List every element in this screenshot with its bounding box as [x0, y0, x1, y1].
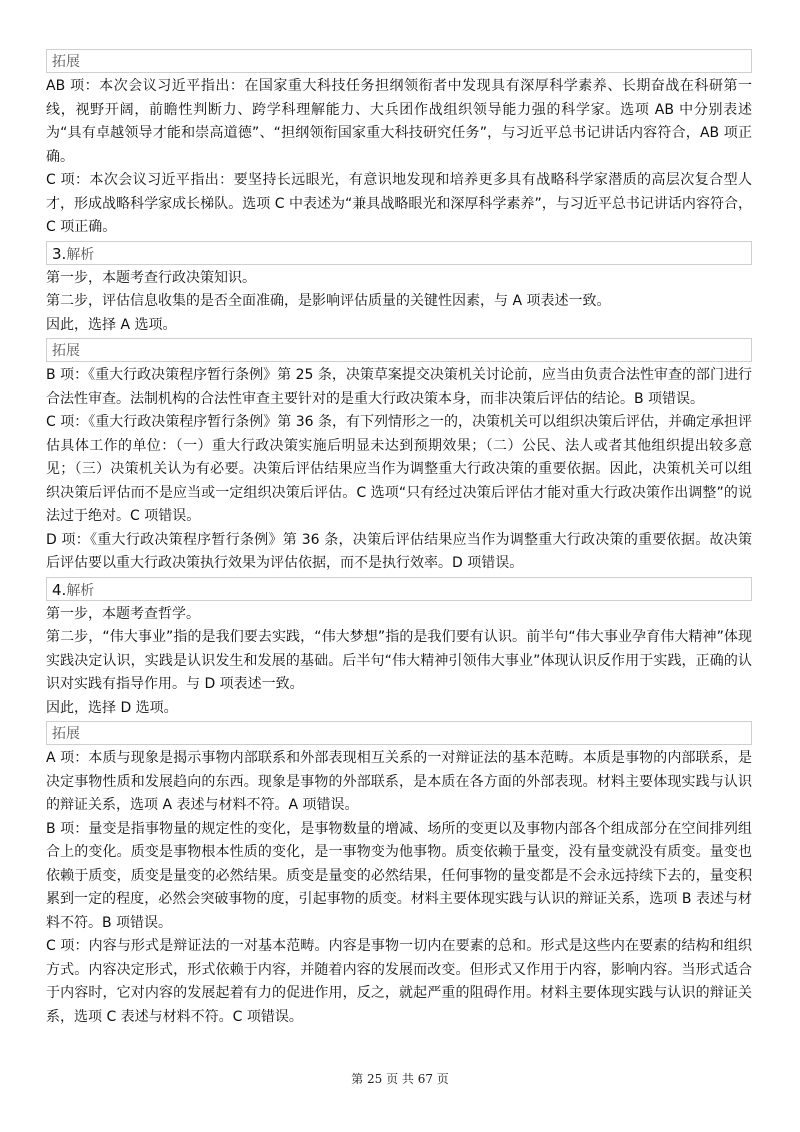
page-content: [46, 48, 752, 1029]
step-one-text: 第一步，本题考查哲学。: [46, 605, 200, 622]
header-label: 拓展: [52, 343, 80, 359]
answer-text: 因此，选择 D 选项。: [46, 699, 178, 716]
page-footer: 第 25 页 共 67 页: [351, 1072, 449, 1086]
section-header-q4-analysis: [46, 577, 752, 601]
option-c-text: C 项：《重大行政决策程序暂行条例》第 36 条，有下列情形之一的，决策机关可以组织决策后评估，并确定承担评估具体工作的单位：（一）重大行政决策实施后明显未达到预期效果；（二）公民、法人或者其他组织提出较多意见；（三）决策机关认为有必要。决策后评估结果应当作为调整重大行政决策的重要依据。因此，决策机关可以组织决策后评估而不是应当或一定组织决策后评估。C 选项“只有经过决策后评估才能对重大行政决策作出调整”的说法过于绝对。C 项错误。: [46, 414, 752, 524]
option-c-text: C 项：本次会议习近平指出：要坚持长远眼光，有意识地发现和培养更多具有战略科学家潜质的高层次复合型人才，形成战略科学家成长梯队。选项 C 中表述为“兼具战略眼光和深厚科学素养”，与习近平总书记讲话内容符合，C 项正确。: [46, 172, 752, 235]
section-header-expand: [46, 721, 752, 745]
header-label: 解析: [66, 246, 95, 263]
answer-text: 因此，选择 A 选项。: [46, 316, 177, 333]
option-b-text: B 项：《重大行政决策程序暂行条例》第 25 条，决策草案提交决策机关讨论前，应当由负责合法性审查的部门进行合法性审查。法制机构的合法性审查主要针对的是重大行政决策本身，而非决策后评估的结论。B 项错误。: [46, 367, 752, 407]
section-header-expand: [46, 49, 752, 73]
section-header-q3-analysis: [46, 241, 752, 265]
question-number: 3.: [52, 244, 67, 263]
header-label: 拓展: [52, 726, 80, 742]
header-label: 拓展: [52, 54, 80, 70]
section-header-expand: [46, 338, 752, 362]
header-label: 解析: [66, 582, 95, 599]
option-b-text: B 项：量变是指事物量的规定性的变化，是事物数量的增减、场所的变更以及事物内部各个组成部分在空间排列组合上的变化。质变是事物根本性质的变化，是一事物变为他事物。质变依赖于量变，没有量变就没有质变。量变也依赖于质变，质变是量变的必然结果。质变是量变的必然结果，任何事物的量变都是不会永远持续下去的，量变积累到一定的程度，必然会突破事物的度，引起事物的质变。材料主要体现实践与认识的辩证关系，选项 B 表述与材料不符。B 项错误。: [46, 820, 752, 931]
option-d-text: D 项：《重大行政决策程序暂行条例》第 36 条，决策后评估结果应当作为调整重大行政决策的重要依据。故决策后评估要以重大行政决策执行效果为评估依据，而不是执行效率。D 项错误。: [46, 531, 752, 571]
step-one-text: 第一步，本题考查行政决策知识。: [46, 269, 256, 286]
step-two-text: 第二步，评估信息收集的是否全面准确，是影响评估质量的关键性因素，与 A 项表述一致。: [46, 293, 611, 309]
option-ab-text: AB 项：本次会议习近平指出：在国家重大科技任务担纲领衔者中发现具有深厚科学素养、长期奋战在科研第一线，视野开阔，前瞻性判断力、跨学科理解能力、大兵团作战组织领导能力强的科学家。选项 AB 中分别表述为“具有卓越领导才能和崇高道德”、“担纲领衔国家重大科技研究任务”，与习近平总书记讲话内容符合，AB 项正确。: [46, 78, 752, 165]
question-number: 4.: [52, 580, 67, 599]
option-a-text: A 项：本质与现象是揭示事物内部联系和外部表现相互关系的一对辩证法的基本范畴。本质是事物的内部联系，是决定事物性质和发展趋向的东西。现象是事物的外部联系，是本质在各方面的外部表现。材料主要体现实践与认识的辩证关系，选项 A 表述与材料不符。A 项错误。: [46, 750, 752, 813]
step-two-text: 第二步，“伟大事业”指的是我们要去实践，“伟大梦想”指的是我们要有认识。前半句“伟大事业孕育伟大精神”体现实践决定认识，实践是认识发生和发展的基础。后半句“伟大精神引领伟大事业”体现认识反作用于实践，正确的认识对实践有指导作用。与 D 项表述一致。: [46, 629, 752, 692]
option-c-text: C 项：内容与形式是辩证法的一对基本范畴。内容是事物一切内在要素的总和。形式是这些内在要素的结构和组织方式。内容决定形式，形式依赖于内容，并随着内容的发展而改变。但形式又作用于内容，影响内容。当形式适合于内容时，它对内容的发展起着有力的促进作用，反之，就起严重的阻碍作用。材料主要体现实践与认识的辩证关系，选项 C 表述与材料不符。C 项错误。: [46, 938, 752, 1025]
